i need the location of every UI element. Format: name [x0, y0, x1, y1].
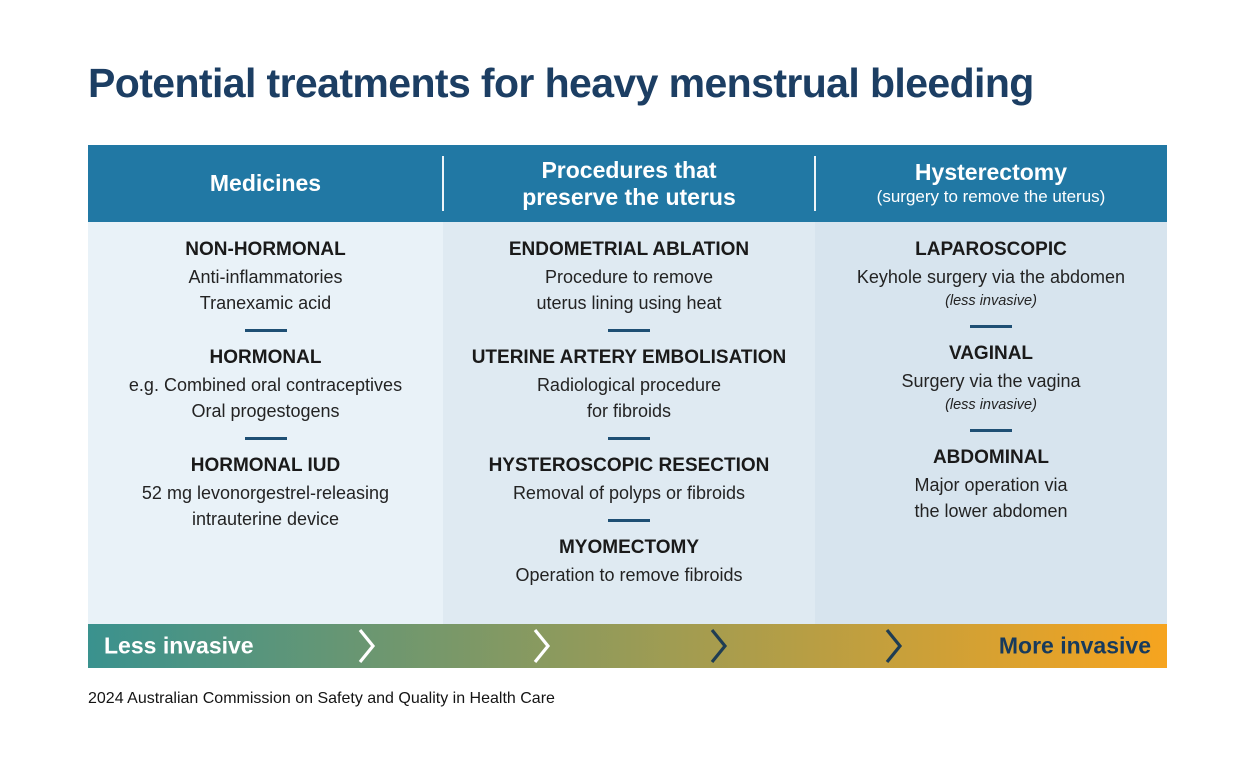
header-procedures-label-line2: preserve the uterus [522, 183, 736, 210]
treatment-item [88, 452, 443, 532]
item-line: for fibroids [586, 401, 672, 421]
item-line: Oral progestogens [191, 401, 340, 421]
item-divider [970, 325, 1012, 328]
item-heading: HYSTEROSCOPIC RESECTION [488, 455, 770, 476]
item-note: (less invasive) [945, 293, 1037, 309]
attribution-text: 2024 Australian Commission on Safety and Quality in Health Care [88, 690, 555, 707]
item-line: Major operation via [914, 475, 1068, 495]
item-divider [245, 329, 287, 332]
header-medicines-label: Medicines [209, 170, 322, 196]
header-hysterectomy-label: Hysterectomy [914, 159, 1068, 185]
header-divider-1 [442, 156, 444, 211]
page-title: Potential treatments for heavy menstrual bleeding [88, 60, 1034, 106]
chevron-right-icon [357, 628, 377, 664]
table-body [88, 222, 1167, 624]
chevron-right-icon [709, 628, 729, 664]
item-divider [970, 429, 1012, 432]
item-line: e.g. Combined oral contraceptives [128, 375, 403, 395]
item-note: (less invasive) [945, 397, 1037, 413]
item-heading: UTERINE ARTERY EMBOLISATION [471, 347, 787, 368]
item-heading: NON-HORMONAL [185, 239, 346, 260]
item-line: Keyhole surgery via the abdomen [856, 267, 1126, 287]
chevron-right-icon [532, 628, 552, 664]
item-heading: ABDOMINAL [932, 447, 1050, 468]
item-line: Removal of polyps or fibroids [512, 483, 746, 503]
header-hysterectomy [815, 145, 1167, 222]
item-line: Anti-inflammatories [188, 267, 343, 287]
item-line: Procedure to remove [544, 267, 714, 287]
item-heading: MYOMECTOMY [558, 537, 700, 558]
item-heading: ENDOMETRIAL ABLATION [508, 239, 750, 260]
item-divider [608, 329, 650, 332]
item-heading: HORMONAL [209, 347, 322, 368]
treatment-item [88, 236, 443, 316]
treatment-item [443, 534, 815, 588]
invasiveness-scale [88, 624, 1167, 668]
header-procedures-label-line1: Procedures that [541, 156, 717, 183]
item-line: Operation to remove fibroids [515, 565, 743, 585]
item-line: uterus lining using heat [536, 293, 722, 313]
treatment-item [815, 340, 1167, 416]
column-procedures [443, 222, 815, 624]
treatment-item [815, 236, 1167, 312]
header-hysterectomy-subtitle: (surgery to remove the uterus) [876, 187, 1106, 206]
treatment-item [88, 344, 443, 424]
item-line: 52 mg levonorgestrel-releasing [141, 483, 390, 503]
item-line: Radiological procedure [536, 375, 722, 395]
treatment-item [443, 452, 815, 506]
column-medicines [88, 222, 443, 624]
item-divider [608, 437, 650, 440]
header-procedures [443, 145, 815, 222]
column-hysterectomy [815, 222, 1167, 624]
item-line: Surgery via the vagina [901, 371, 1081, 391]
treatment-item [815, 444, 1167, 524]
item-heading: LAPAROSCOPIC [915, 239, 1067, 260]
more-invasive-label: More invasive [998, 632, 1151, 659]
item-heading: HORMONAL IUD [190, 455, 341, 476]
item-divider [245, 437, 287, 440]
treatment-item [443, 236, 815, 316]
chevron-right-icon [884, 628, 904, 664]
table-header-row [88, 145, 1167, 222]
header-divider-2 [814, 156, 816, 211]
treatment-item [443, 344, 815, 424]
item-heading: VAGINAL [948, 343, 1034, 364]
less-invasive-label: Less invasive [104, 632, 254, 659]
item-line: intrauterine device [191, 509, 340, 529]
header-medicines [88, 145, 443, 222]
item-divider [608, 519, 650, 522]
item-line: the lower abdomen [914, 501, 1068, 521]
item-line: Tranexamic acid [199, 293, 332, 313]
